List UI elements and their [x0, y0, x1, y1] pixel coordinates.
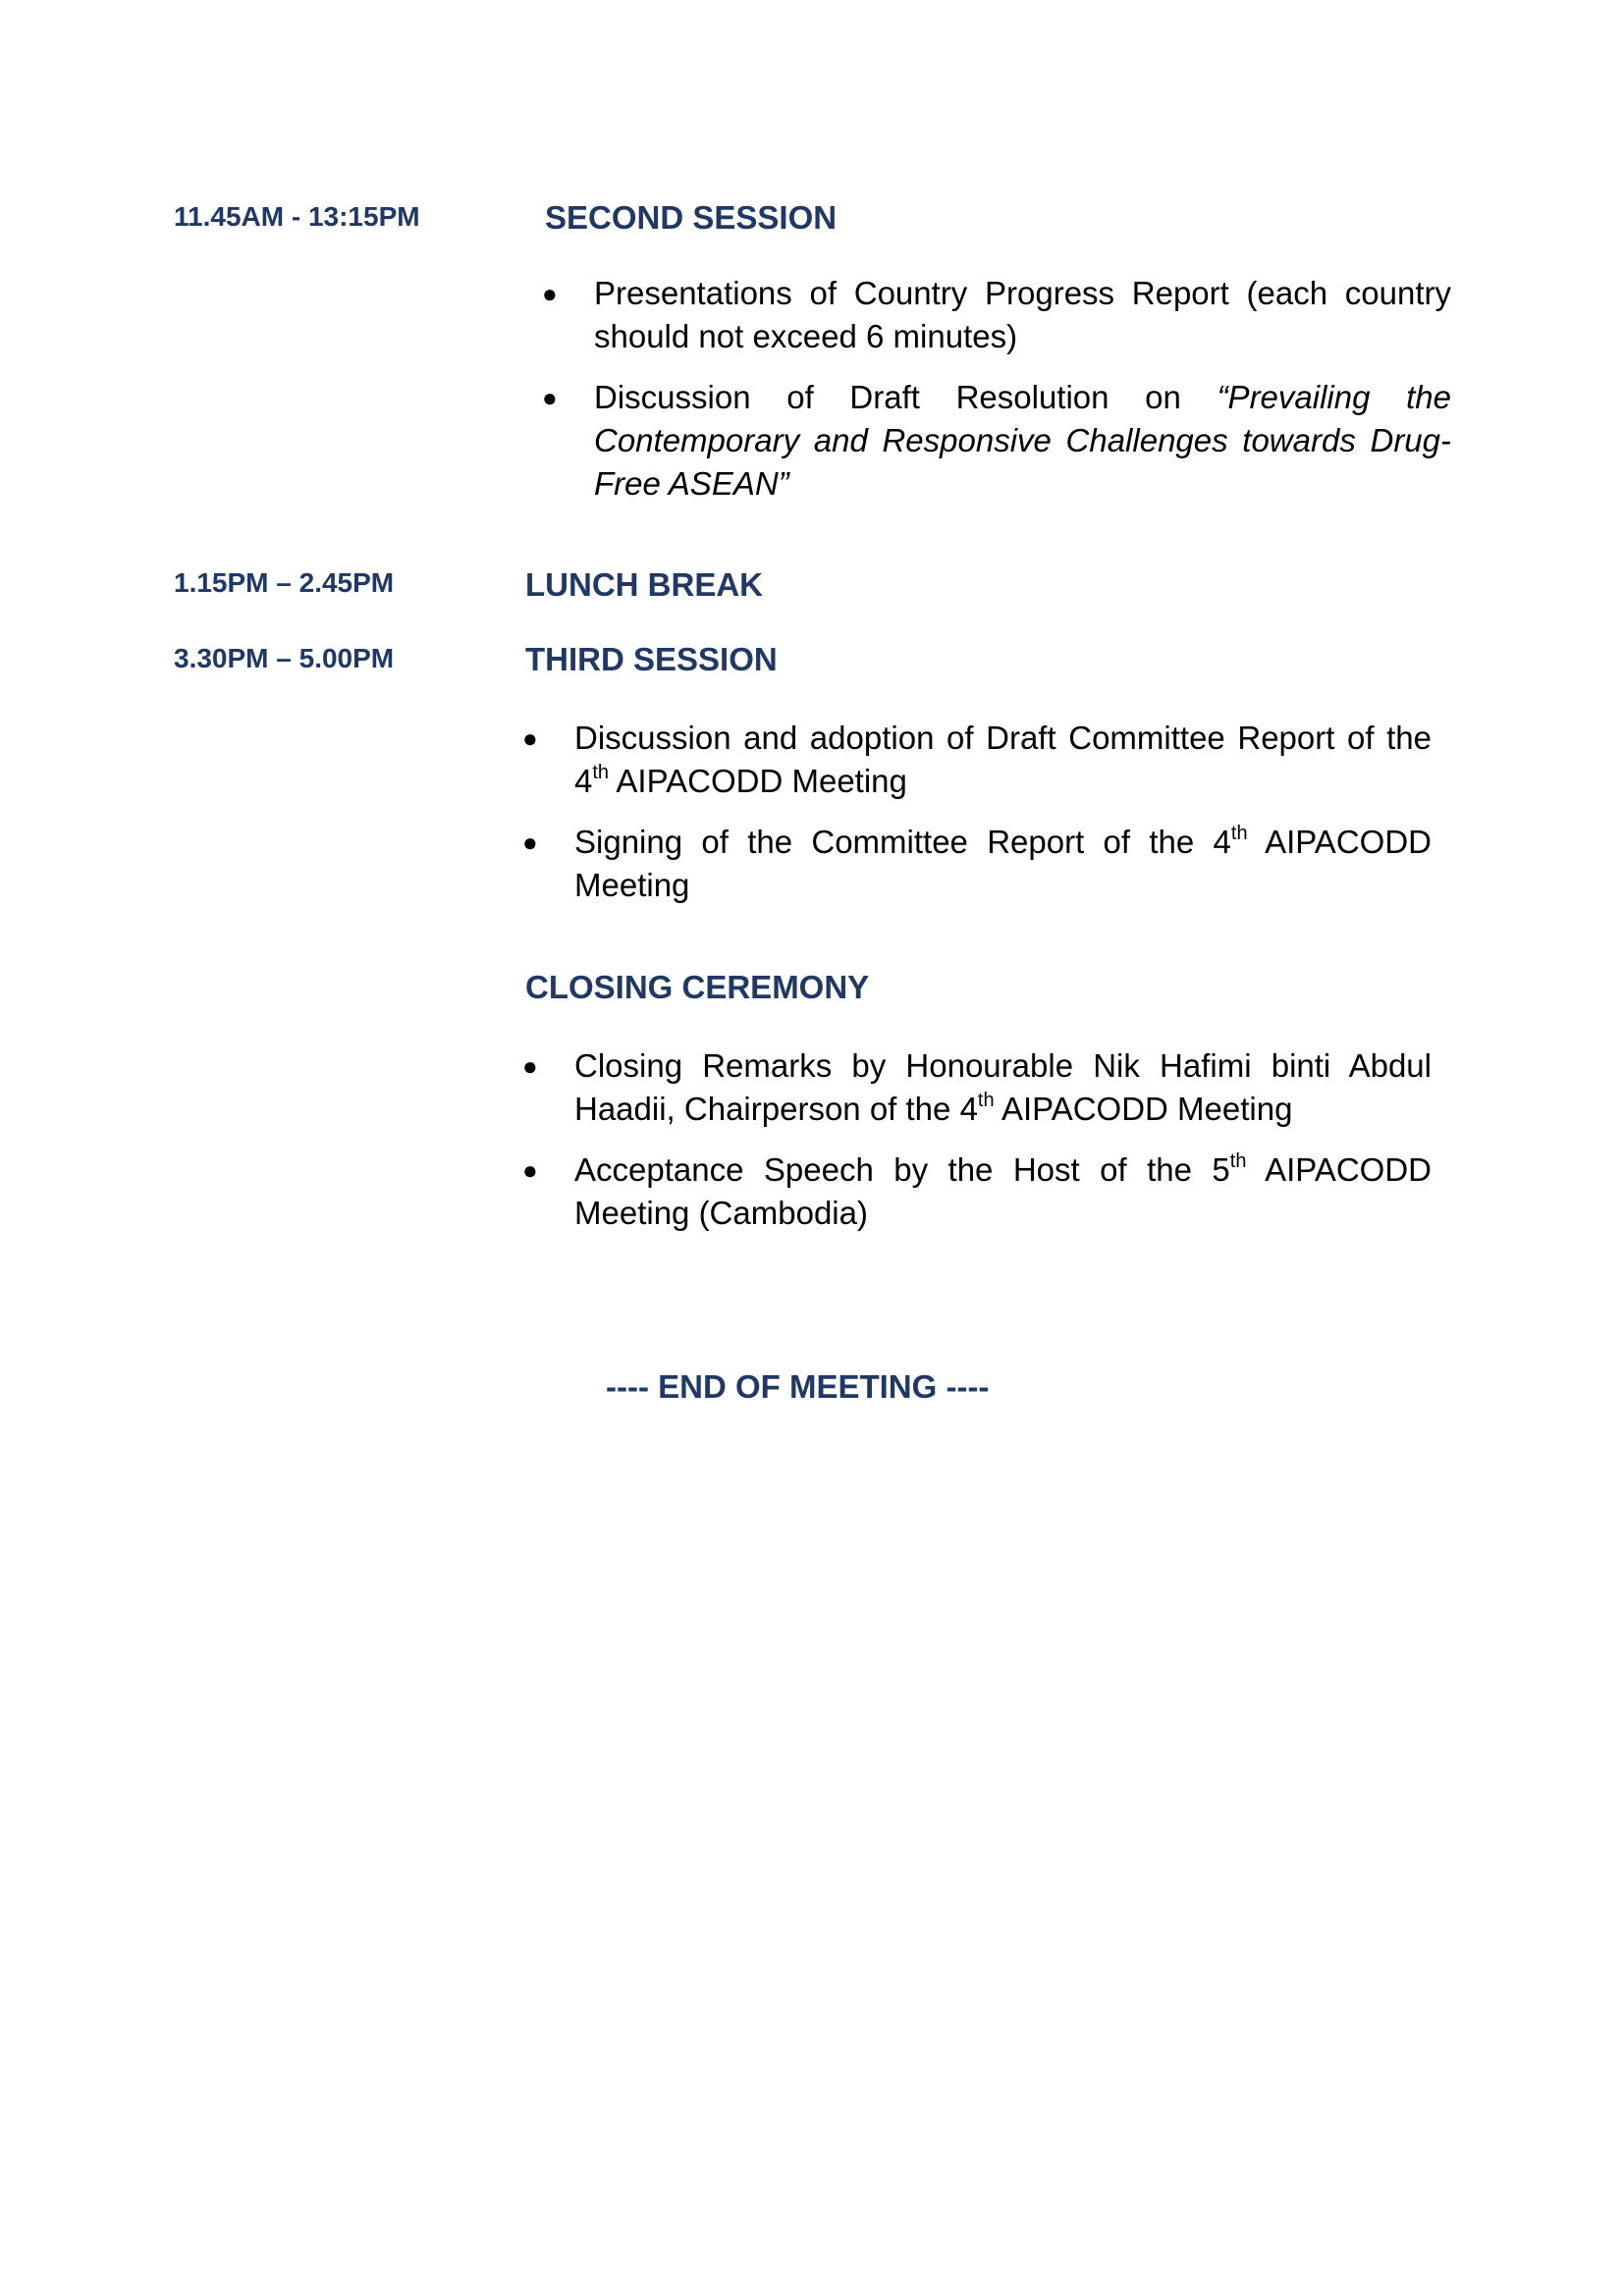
third-session-title: THIRD SESSION [525, 641, 778, 677]
third-session-list [522, 717, 1432, 925]
resolution-title: “Prevailing the Contemporary and Responsive Challenges towards Drug-Free ASEAN” [594, 379, 1451, 502]
list-item-text [574, 1047, 1432, 1127]
bullet-icon: ● [542, 279, 558, 308]
bullet-icon: ● [522, 828, 538, 857]
text-part: AIPACODD Meeting [994, 1091, 1293, 1127]
second-session-time: 11.45AM - 13:15PM [174, 201, 420, 232]
second-session-title: SECOND SESSION [545, 199, 838, 236]
third-session-time: 3.30PM – 5.00PM [174, 643, 395, 673]
ordinal-number: 4 [1213, 824, 1231, 860]
bullet-icon: ● [522, 1155, 538, 1185]
bullet-icon: ● [542, 383, 558, 412]
list-item [522, 1044, 1432, 1131]
text-part: AIPACODD Meeting [609, 763, 907, 799]
list-item-text: Presentations of Country Progress Report (each country should not exceed 6 minutes) [594, 275, 1451, 354]
ordinal-number: 4 [574, 763, 593, 799]
ordinal-number: 4 [959, 1091, 978, 1127]
list-item [542, 376, 1451, 506]
ordinal-suffix: th [1230, 823, 1248, 844]
ordinal-suffix: th [977, 1090, 995, 1111]
lunch-break-time: 1.15PM – 2.45PM [174, 567, 395, 598]
ordinal-suffix: th [592, 762, 610, 783]
text-part: Closing Remarks by Honourable Nik Hafimi binti Abdul Haadii, Chairperson of the [574, 1047, 1432, 1127]
text-part: AIPACODD Meeting [574, 824, 1432, 903]
ordinal-suffix: th [1229, 1150, 1247, 1172]
bullet-icon: ● [522, 1051, 538, 1081]
text-part: Signing of the Committee Report of the [574, 824, 1214, 860]
lunch-break-title: LUNCH BREAK [525, 566, 763, 603]
closing-ceremony-title: CLOSING CEREMONY [525, 969, 870, 1005]
text-part: Acceptance Speech by the Host of the [574, 1151, 1213, 1188]
list-item [522, 717, 1432, 803]
text-part: Discussion and adoption of Draft Committee Report of the [574, 720, 1432, 756]
second-session-list [542, 272, 1451, 523]
list-item-text-prefix: Discussion of Draft Resolution on [594, 379, 1217, 415]
list-item [522, 821, 1432, 907]
list-item-text [594, 379, 1451, 502]
list-item-text [574, 720, 1432, 799]
text-part: AIPACODD Meeting (Cambodia) [574, 1151, 1433, 1231]
list-item-text [574, 824, 1432, 903]
closing-ceremony-list [522, 1044, 1433, 1253]
list-item [542, 272, 1451, 358]
ordinal-number: 5 [1212, 1151, 1230, 1188]
bullet-icon: ● [522, 723, 538, 753]
list-item-text [574, 1151, 1432, 1231]
end-of-meeting: ---- END OF MEETING ---- [606, 1368, 990, 1405]
list-item [522, 1148, 1433, 1235]
